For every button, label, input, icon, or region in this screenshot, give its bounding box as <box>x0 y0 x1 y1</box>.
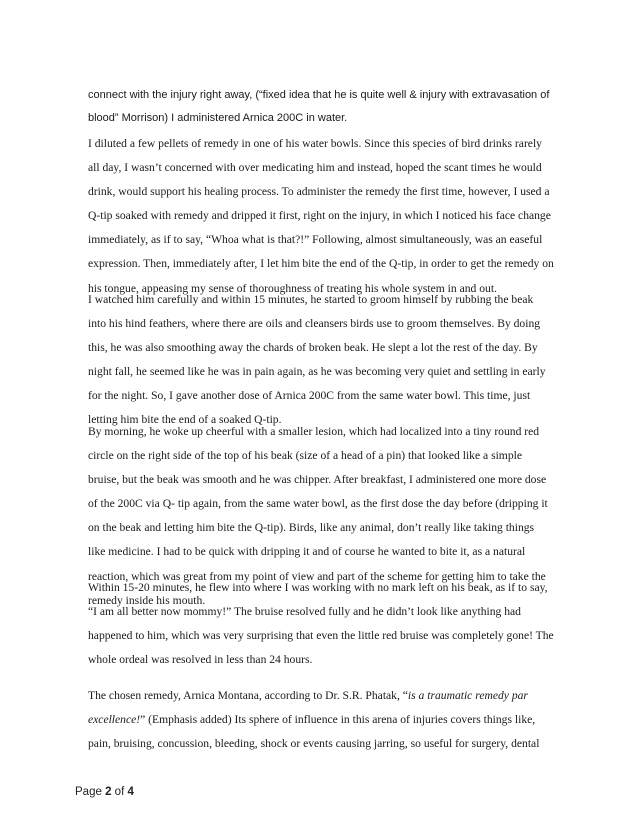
paragraph-text: The chosen remedy, Arnica Montana, according to Dr. S.R. Phatak, “ <box>88 689 408 702</box>
paragraph-6 <box>88 684 554 756</box>
page-footer <box>75 786 134 798</box>
paragraph-1 <box>88 84 554 130</box>
paragraph-text: By morning, he woke up cheerful with a smaller lesion, which had localized into a tiny round red circle on the right side of the top of his beak (size of a head of a pin) that looked like a simple bruise, but the beak was smooth and he was chipper. After breakfast, I administered one more dose of the 200C via Q- tip again, from the same water bowl, as the first dose the day before (dripping it on the beak and letting him bite the Q-tip). Birds, like any animal, don’t really like taking things like medicine. I had to be quick with dripping it and of course he wanted to bite it, as a natural reaction, which was great from my point of view and part of the scheme for getting him to take the remedy inside his mouth. <box>88 425 548 607</box>
paragraph-2 <box>88 132 554 301</box>
page-number: 2 <box>105 786 112 798</box>
paragraph-text: I diluted a few pellets of remedy in one of his water bowls. Since this species of bird drinks rarely all day, I wasn’t concerned with over medicating him and instead, hoped the scant times he would drink, would support his healing process. To administer the remedy the first time, however, I used a Q-tip soaked with remedy and dripped it first, right on the injury, in which I noticed his face change immediately, as if to say, “Whoa what is that?!” Following, almost simultaneously, was an easeful expression. Then, immediately after, I let him bite the end of the Q-tip, in order to get the remedy on his tongue, appeasing my sense of thoroughness of treating his whole system in and out. <box>88 137 554 295</box>
paragraph-3 <box>88 288 554 433</box>
paragraph-text: connect with the injury right away, (“fixed idea that he is quite well & injury with extravasation of blood” Morrison) I administered Arnica 200C in water. <box>88 89 550 124</box>
paragraph-text: ” (Emphasis added) Its sphere of influence in this arena of injuries covers things like, pain, bruising, concussion, bleeding, shock or events causing jarring, so useful for surgery, dental <box>88 713 540 751</box>
page-total: 4 <box>127 786 134 798</box>
paragraph-5 <box>88 576 554 672</box>
emphasis-quote: is a traumatic remedy par excellence! <box>88 689 528 727</box>
paragraph-text: Within 15-20 minutes, he flew into where I was working with no mark left on his beak, as if to say, “I am all better now mommy!” The bruise resolved fully and he didn’t look like anything had happened to him, which was very surprising that even the little red bruise was completely gone! The whole ordeal was resolved in less than 24 hours. <box>88 581 554 667</box>
page-label: Page <box>75 786 102 798</box>
paragraph-text: I watched him carefully and within 15 minutes, he started to groom himself by rubbing the beak into his hind feathers, where there are oils and cleansers birds use to groom themselves. By doing this, he was also smoothing away the chards of broken beak. He slept a lot the rest of the day. By night fall, he seemed like he was in pain again, as he was becoming very quiet and settling in early for the night. So, I gave another dose of Arnica 200C from the same water bowl. This time, just letting him bite the end of a soaked Q-tip. <box>88 293 546 427</box>
of-label: of <box>114 786 125 798</box>
